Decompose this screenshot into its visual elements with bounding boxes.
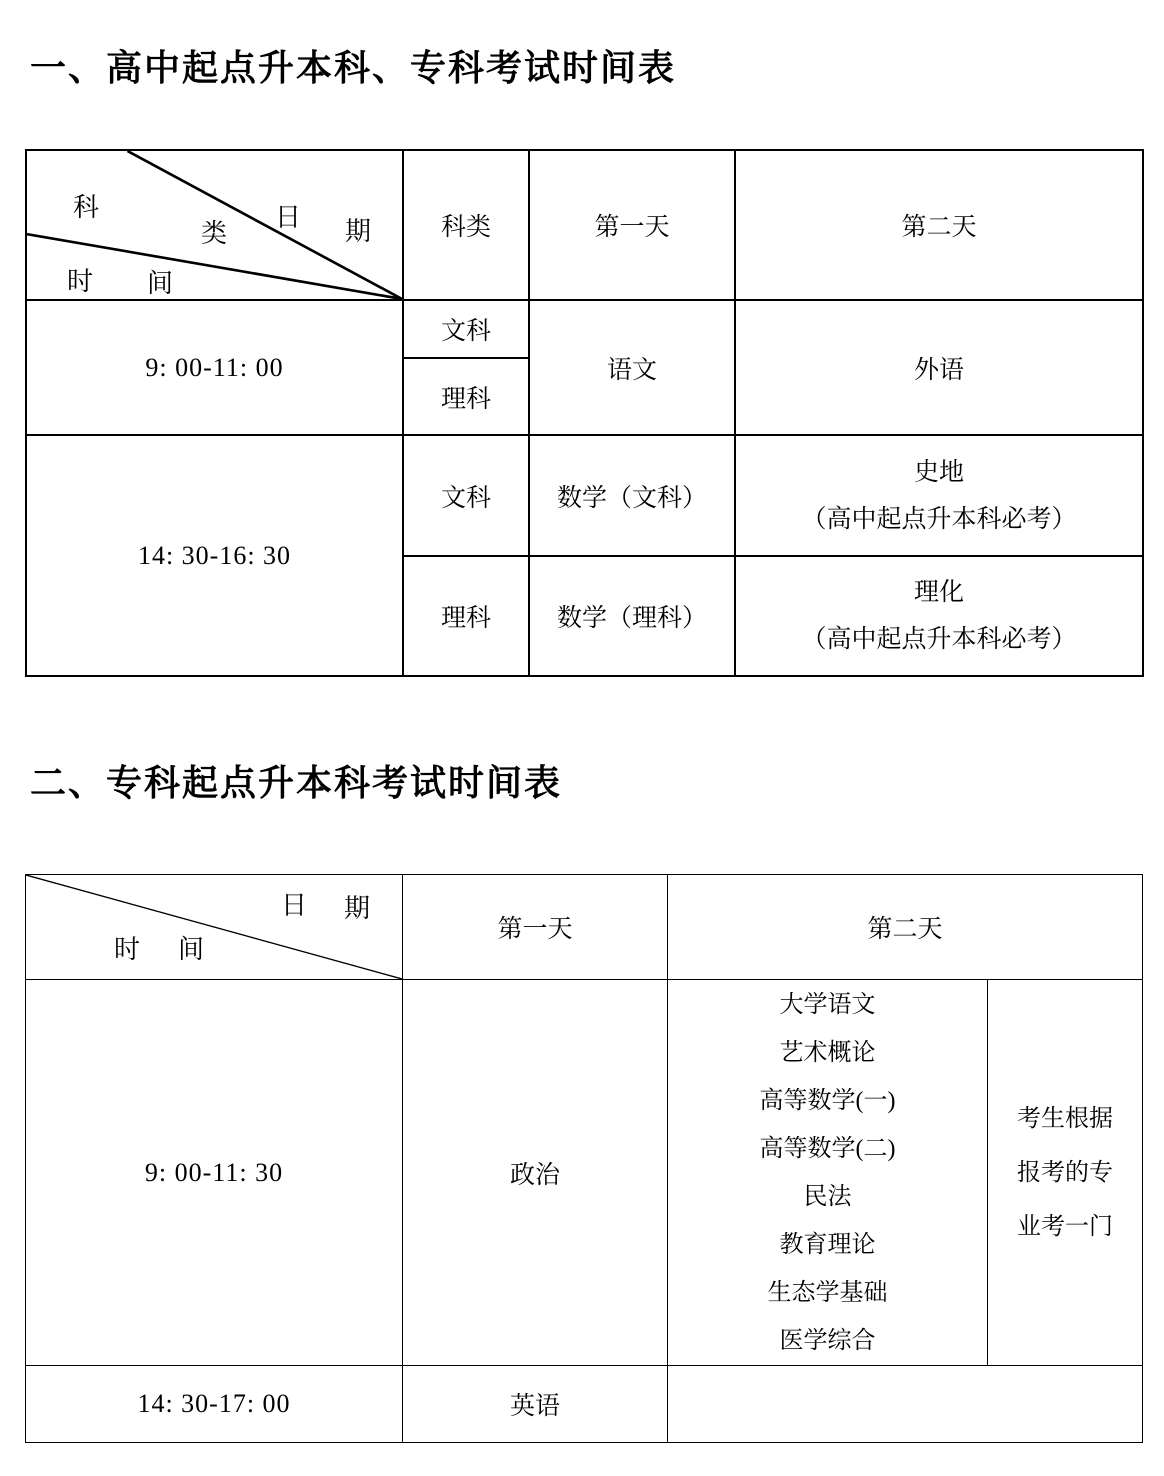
t1-morning-day2-subject-cell: 外语 (735, 300, 1143, 435)
diag-label-date-char2: 期 (345, 217, 372, 246)
t1-morning-group-liberal-cell: 文科 (403, 300, 529, 358)
t2-morning-time-cell (26, 980, 403, 1366)
t1-afternoon-group-liberal-cell: 文科 (403, 435, 529, 556)
diag-label-time-char1: 时 (114, 935, 141, 964)
subject-item: 教育理论 (779, 1231, 876, 1258)
t2-afternoon-day1-subject-cell: 英语 (403, 1366, 668, 1443)
time-text: 14: 30-17: 00 (137, 1389, 291, 1418)
t2-morning-day2-subjects-cell (668, 980, 988, 1366)
t2-afternoon-day2-empty-cell (668, 1366, 1143, 1443)
t2-afternoon-time-cell (26, 1366, 403, 1443)
subject-item: 艺术概论 (779, 1039, 876, 1066)
diag-label-subject-char2: 类 (201, 219, 228, 248)
t1-morning-group-science-cell: 理科 (403, 358, 529, 435)
diag-label-time-char2: 间 (147, 269, 174, 298)
t1-row-morning-a (26, 300, 1143, 358)
hs-entry-exam-timetable (25, 149, 1144, 677)
subject-item: 民法 (803, 1183, 852, 1210)
section1-title: 一、高中起点升本科、专科考试时间表 (30, 47, 677, 88)
subject-line: 理化 (913, 579, 964, 606)
t1-col-header-day1: 第一天 (529, 150, 735, 300)
diag-label-time-char1: 时 (67, 267, 94, 296)
t1-afternoon-day2-physchem-cell (735, 556, 1143, 676)
diag-label-date-char1: 日 (281, 891, 308, 920)
subject-item: 高等数学(二) (759, 1135, 896, 1162)
t1-header-row (26, 150, 1143, 300)
t2-morning-note-cell: 考生根据报考的专业考一门 (988, 980, 1143, 1366)
time-text: 14: 30-16: 30 (137, 540, 292, 570)
t1-morning-day1-subject-cell: 语文 (529, 300, 735, 435)
diag-label-subject-char1: 科 (73, 193, 100, 222)
t1-afternoon-day1-math-liberal-cell: 数学（文科） (529, 435, 735, 556)
t1-col-header-day2: 第二天 (735, 150, 1143, 300)
time-text: 9: 00-11: 30 (144, 1157, 284, 1187)
t1-afternoon-group-science-cell: 理科 (403, 556, 529, 676)
subject-item: 医学综合 (779, 1327, 876, 1354)
t1-diagonal-header-cell (26, 150, 403, 300)
t2-header-row (26, 875, 1143, 980)
t1-col-header-subject-type: 科类 (403, 150, 529, 300)
subject-line: 史地 (913, 458, 964, 486)
t2-col-header-day2: 第二天 (668, 875, 1143, 980)
t2-diagonal-header-cell (26, 875, 403, 980)
diagonal-line-icon (26, 875, 402, 979)
t1-row-afternoon-a (26, 435, 1143, 556)
section2-title: 二、专科起点升本科考试时间表 (30, 762, 563, 803)
t1-afternoon-day1-math-science-cell: 数学（理科） (529, 556, 735, 676)
subject-item: 高等数学(一) (759, 1087, 896, 1114)
subject-note-line: （高中起点升本科必考） (801, 626, 1077, 653)
t2-col-header-day1: 第一天 (403, 875, 668, 980)
t2-row-morning (26, 980, 1143, 1366)
t2-morning-day1-subject-cell: 政治 (403, 980, 668, 1366)
subject-item: 大学语文 (779, 991, 876, 1018)
t1-morning-time-cell (26, 300, 403, 435)
college-entry-exam-timetable (25, 874, 1143, 1443)
diag-label-date-char1: 日 (275, 203, 302, 232)
diag-label-time-char2: 间 (178, 935, 205, 964)
t1-afternoon-time-cell (26, 435, 403, 676)
subject-item: 生态学基础 (767, 1279, 888, 1306)
subject-note-line: （高中起点升本科必考） (801, 505, 1077, 533)
t2-row-afternoon (26, 1366, 1143, 1443)
time-text: 9: 00-11: 00 (145, 352, 284, 382)
t1-afternoon-day2-histgeo-cell (735, 435, 1143, 556)
diag-label-date-char2: 期 (344, 894, 371, 923)
